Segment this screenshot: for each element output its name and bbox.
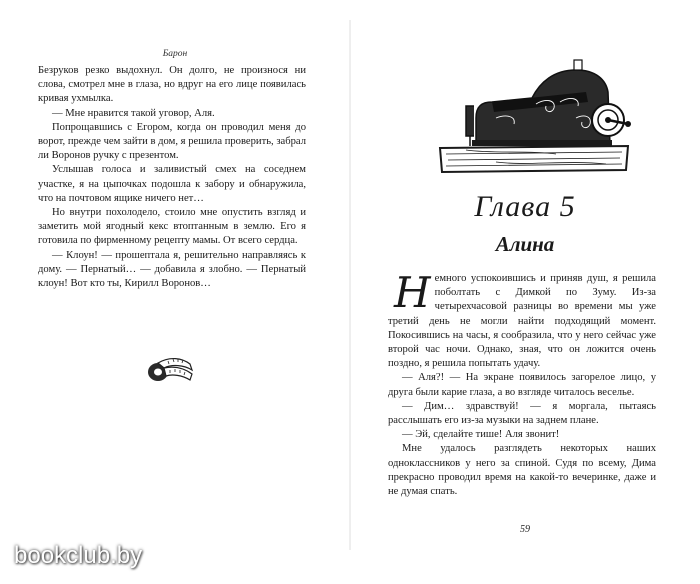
watermark: bookclub.by: [14, 542, 143, 569]
measuring-tape-icon: [140, 348, 196, 388]
chapter-title: Глава 5: [474, 190, 576, 223]
running-head: Барон: [162, 49, 188, 59]
sewing-machine-icon: [436, 58, 632, 180]
paragraph: — Аля?! — На экране появилось загорелое лицо, у друга были карие глаза, а во взгляде читалось веселье.: [388, 372, 656, 398]
paragraph: — Мне нравится такой уговор, Аля.: [52, 107, 215, 119]
paragraph: Услышав голоса и заливистый смех на соседнем участке, я на цыпочках подошла к забору и обнаружила, что на почтовом ящике ничего нет…: [38, 164, 306, 204]
page-number: 59: [520, 524, 530, 535]
right-page-text: [388, 268, 656, 499]
paragraph: — Дим… здравствуй! — я моргала, пытаясь расслышать его из-за музыки на заднем плане.: [388, 400, 656, 427]
drop-cap: Н: [394, 268, 431, 317]
paragraph: — Клоун! — прошептала я, решительно направляясь к дому. — Пернатый… — добавила я злобно. — Пернатый клоун! Вот кто ты, Кирилл Воронов…: [38, 249, 306, 290]
chapter-subtitle: Алина: [495, 232, 555, 256]
paragraph: Попрощавшись с Егором, когда он проводил меня до ворот, прежде чем зайти в дом, я решила проверить, забрал ли Воронов ручку с презентом.: [38, 121, 306, 162]
paragraph: Безруков резко выдохнул. Он долго, не произнося ни слова, смотрел мне в глаза, но вдруг на его лице появилась кривая ухмылка.: [38, 65, 306, 105]
paragraph: — Эй, сделайте тише! Аля звонит!: [402, 429, 560, 441]
paragraph: Мне удалось разглядеть некоторых наших одноклассников у него за спиной. Судя по всему, Дима прекрасно проводил время на какой-то вечеринке, даже и не думая спать.: [388, 443, 656, 498]
left-page-text: [38, 64, 306, 291]
paragraph: [388, 268, 656, 371]
paragraph-text: емного успокоившись и приняв душ, я решила поболтать с Димкой по Зуму. Из-за четырехчасовой разницы во времени мы уже третий день не могли найти подходящий момент. Покосившись на часы, я сообразила, что у него сейчас уже второй час ночи. Однако, зная, что он ложится очень поздно, я решила попытать удачу.: [388, 273, 656, 370]
paragraph: Но внутри похолодело, стоило мне опустить взгляд и заметить мой ягодный кекс втоптанным в землю. Его я готовила по фирменному рецепту мамы. От всего сердца.: [38, 207, 306, 247]
